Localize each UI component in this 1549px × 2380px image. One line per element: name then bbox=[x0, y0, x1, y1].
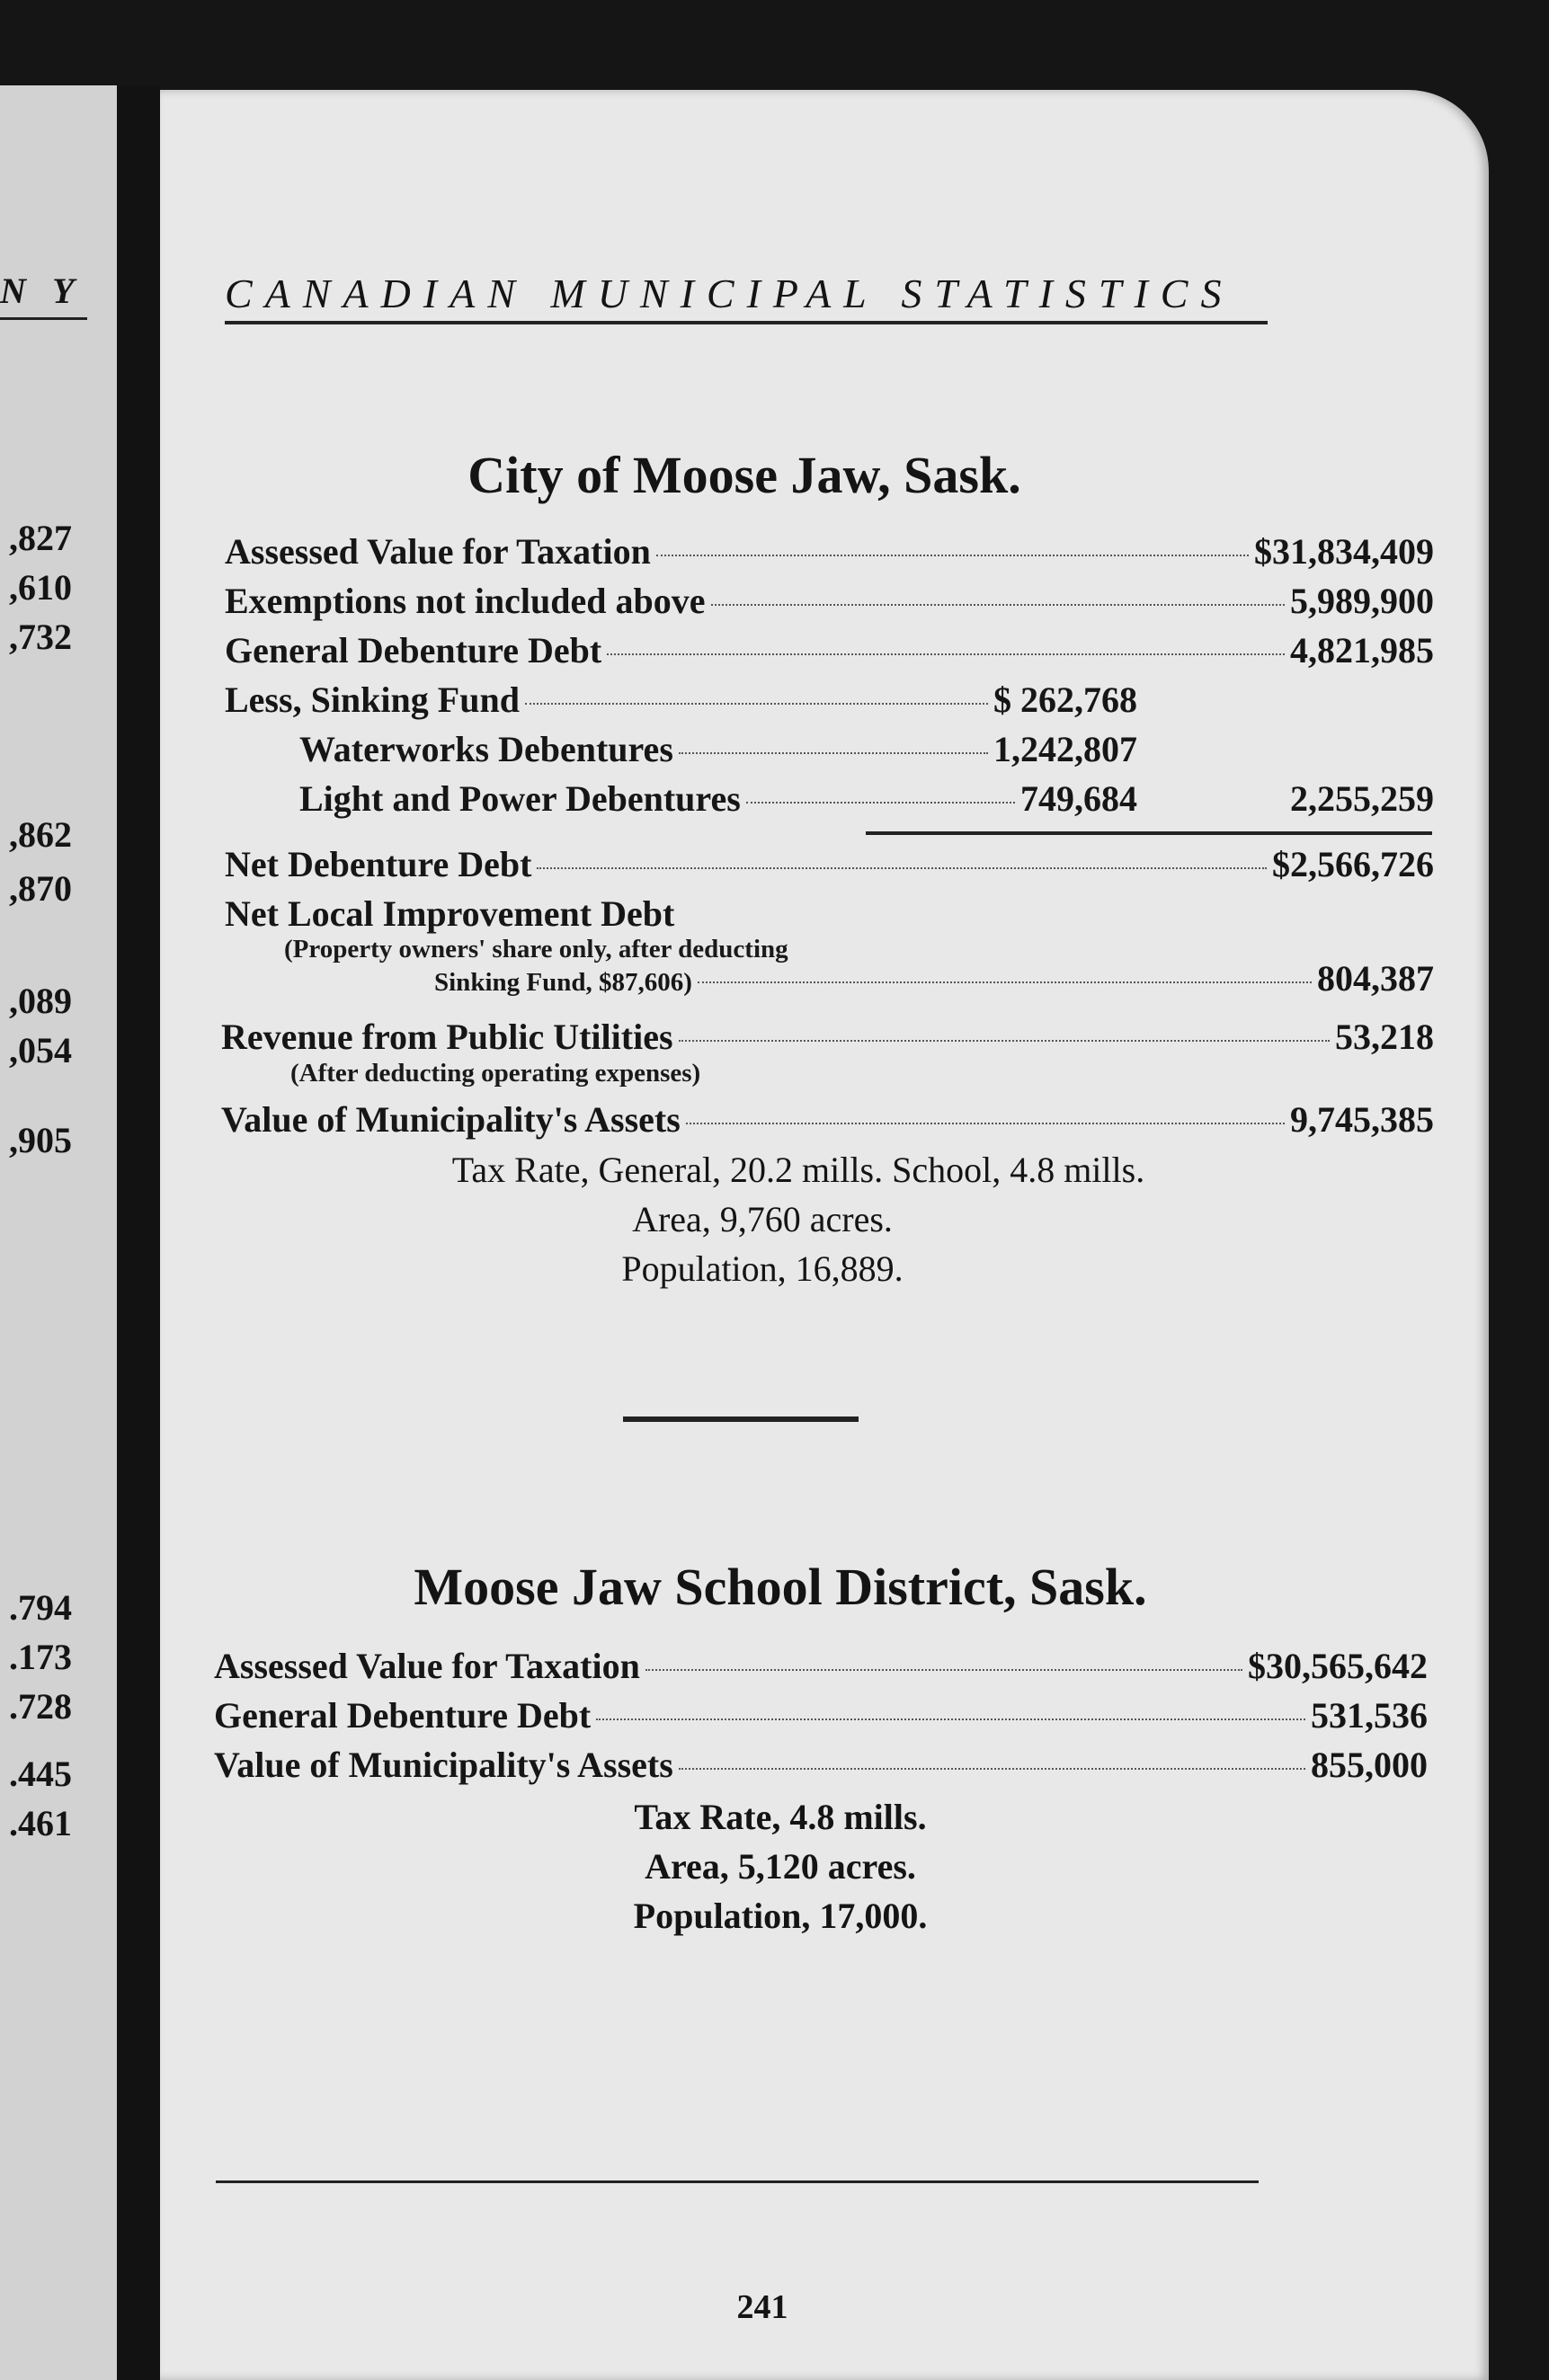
facing-page-number: .445 bbox=[9, 1754, 72, 1794]
facing-page-number: ,827 bbox=[9, 518, 72, 558]
facing-page-number: ,870 bbox=[9, 868, 72, 909]
revenue-label: Revenue from Public Utilities bbox=[221, 1017, 673, 1057]
school-assets-label: Value of Municipality's Assets bbox=[214, 1745, 673, 1785]
exemptions-row bbox=[225, 580, 1434, 622]
leader-dots bbox=[746, 802, 1015, 804]
section-divider bbox=[623, 1416, 859, 1422]
facing-page-number: .461 bbox=[9, 1803, 72, 1843]
school-assets-row bbox=[214, 1744, 1428, 1786]
waterworks-row bbox=[299, 728, 1137, 770]
school-tax-rate-line: Tax Rate, 4.8 mills. bbox=[634, 1797, 927, 1837]
book-gutter bbox=[117, 85, 160, 2380]
local-improvement-row bbox=[225, 892, 1434, 935]
local-improvement-value-row bbox=[434, 957, 1434, 999]
school-assessed-row bbox=[214, 1645, 1428, 1687]
leader-dots bbox=[679, 1768, 1305, 1770]
assets-label: Value of Municipality's Assets bbox=[221, 1099, 681, 1140]
sinking-fund-label: Less, Sinking Fund bbox=[225, 679, 520, 720]
population-line: Population, 16,889. bbox=[621, 1248, 904, 1289]
facing-page-header: N Y bbox=[0, 270, 87, 320]
leader-dots bbox=[537, 867, 1267, 869]
school-section-title: Moose Jaw School District, Sask. bbox=[414, 1558, 1147, 1616]
city-section-title: City of Moose Jaw, Sask. bbox=[467, 446, 1021, 504]
leader-dots bbox=[698, 981, 1312, 983]
leader-dots bbox=[645, 1669, 1242, 1671]
local-improvement-note-2: Sinking Fund, $87,606) bbox=[434, 968, 692, 997]
leader-dots bbox=[679, 1040, 1330, 1042]
school-assets-value: 855,000 bbox=[1311, 1745, 1428, 1785]
deductions-total: 2,255,259 bbox=[1290, 778, 1434, 819]
school-assessed-label: Assessed Value for Taxation bbox=[214, 1646, 640, 1686]
facing-page-number: .173 bbox=[9, 1637, 72, 1677]
exemptions-value: 5,989,900 bbox=[1290, 581, 1434, 621]
leader-dots bbox=[607, 653, 1285, 655]
sinking-fund-row bbox=[225, 679, 1137, 721]
local-improvement-label: Net Local Improvement Debt bbox=[225, 893, 675, 934]
facing-page-number: ,905 bbox=[9, 1120, 72, 1160]
light-power-value: 749,684 bbox=[1020, 778, 1137, 819]
light-power-row bbox=[299, 777, 1137, 820]
book-page bbox=[160, 90, 1489, 2380]
tax-rate-line: Tax Rate, General, 20.2 mills. School, 4.8 mills. bbox=[451, 1150, 1145, 1190]
leader-dots bbox=[686, 1123, 1285, 1124]
school-debt-row bbox=[214, 1694, 1428, 1736]
local-improvement-value: 804,387 bbox=[1317, 958, 1434, 999]
footer-rule bbox=[216, 2180, 1259, 2183]
general-debt-value: 4,821,985 bbox=[1290, 630, 1434, 670]
waterworks-value: 1,242,807 bbox=[993, 729, 1137, 769]
assessed-value: $31,834,409 bbox=[1254, 531, 1434, 572]
assets-row bbox=[221, 1098, 1434, 1141]
school-area-line: Area, 5,120 acres. bbox=[645, 1846, 916, 1887]
school-population-line: Population, 17,000. bbox=[633, 1896, 928, 1936]
facing-page-number: .728 bbox=[9, 1686, 72, 1727]
light-power-label: Light and Power Debentures bbox=[299, 778, 741, 819]
facing-page-number: ,862 bbox=[9, 814, 72, 855]
deductions-total-row bbox=[1149, 777, 1434, 820]
school-assessed-value: $30,565,642 bbox=[1248, 1646, 1428, 1686]
revenue-note: (After deducting operating expenses) bbox=[290, 1059, 701, 1088]
revenue-value: 53,218 bbox=[1335, 1017, 1434, 1057]
waterworks-label: Waterworks Debentures bbox=[299, 729, 673, 769]
school-debt-label: General Debenture Debt bbox=[214, 1695, 592, 1736]
net-debt-value: $2,566,726 bbox=[1272, 844, 1434, 884]
leader-dots bbox=[711, 604, 1285, 606]
sinking-fund-value: $ 262,768 bbox=[993, 679, 1137, 720]
general-debt-label: General Debenture Debt bbox=[225, 630, 602, 670]
revenue-row bbox=[221, 1016, 1434, 1058]
facing-page-number: ,610 bbox=[9, 567, 72, 608]
local-improvement-note: (Property owners' share only, after deducting bbox=[284, 935, 788, 964]
leader-dots bbox=[656, 555, 1249, 556]
net-debt-label: Net Debenture Debt bbox=[225, 844, 532, 884]
net-debt-row bbox=[225, 843, 1434, 885]
total-rule bbox=[866, 831, 1432, 835]
facing-page bbox=[0, 85, 117, 2380]
assets-value: 9,745,385 bbox=[1290, 1099, 1434, 1140]
school-debt-value: 531,536 bbox=[1311, 1695, 1428, 1736]
assessed-value-label: Assessed Value for Taxation bbox=[225, 531, 651, 572]
exemptions-label: Exemptions not included above bbox=[225, 581, 706, 621]
facing-page-number: .794 bbox=[9, 1587, 72, 1628]
facing-page-number: ,054 bbox=[9, 1030, 72, 1070]
leader-dots bbox=[679, 752, 988, 754]
leader-dots bbox=[525, 703, 988, 705]
facing-page-number: ,732 bbox=[9, 617, 72, 657]
assessed-value-row bbox=[225, 530, 1434, 573]
facing-page-number: ,089 bbox=[9, 981, 72, 1021]
page-number: 241 bbox=[736, 2288, 788, 2326]
leader-dots bbox=[596, 1718, 1305, 1720]
general-debt-row bbox=[225, 629, 1434, 671]
area-line: Area, 9,760 acres. bbox=[632, 1199, 893, 1239]
running-head: CANADIAN MUNICIPAL STATISTICS bbox=[225, 270, 1268, 324]
